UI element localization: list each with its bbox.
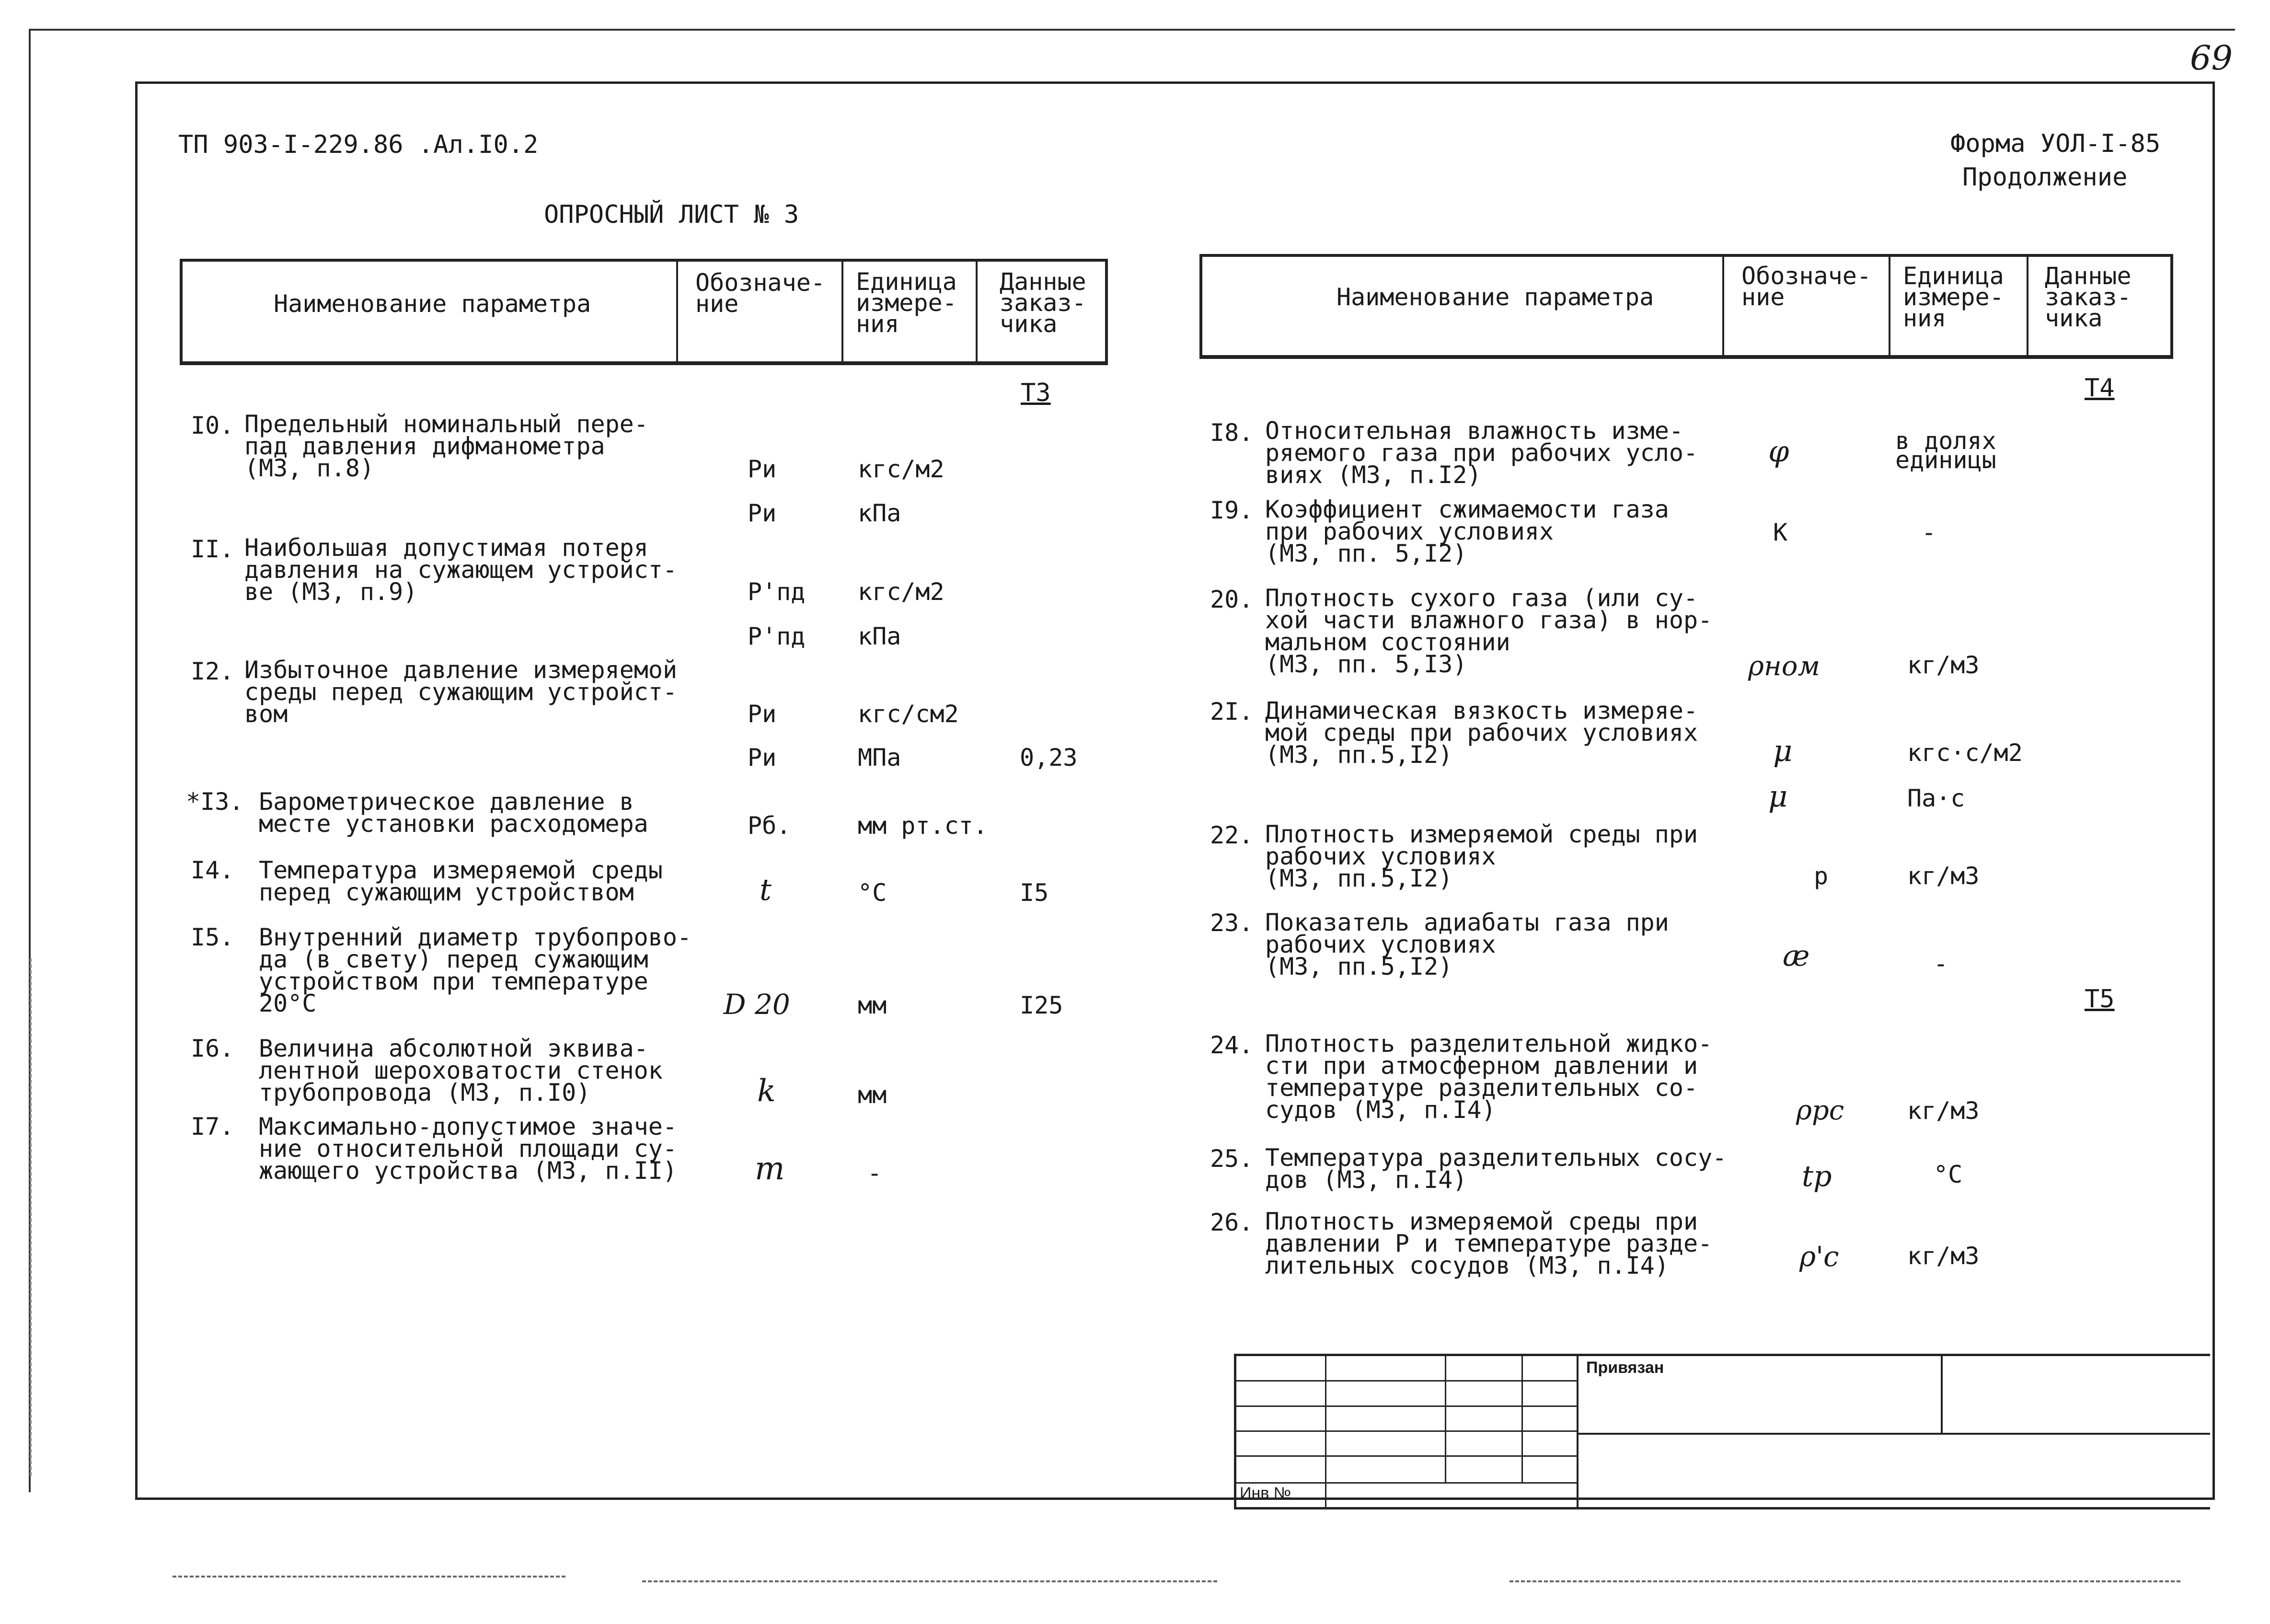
item-symbol: t <box>760 872 772 907</box>
item-number: I9. <box>1210 496 1254 524</box>
item-number: 23. <box>1210 909 1254 937</box>
title-block-bound-label: Привязан <box>1586 1359 1664 1377</box>
item-unit: кг/м3 <box>1907 1242 1980 1270</box>
right-header-name: Наименование параметра <box>1337 283 1654 311</box>
item-unit: кгс/м2 <box>858 455 945 483</box>
item-unit: - <box>1934 950 1948 978</box>
item-unit: кг/м3 <box>1907 651 1980 679</box>
item-symbol: k <box>757 1073 776 1109</box>
item-number: I8. <box>1210 419 1254 447</box>
item-number: II. <box>191 535 234 563</box>
item-unit: кПа <box>858 622 901 650</box>
item-symbol: Ри <box>748 499 777 527</box>
item-text: Относительная влажность изме- ряемого газа при рабочих усло- виях (МЗ, п.I2) <box>1265 417 1698 489</box>
item-number: 20. <box>1210 586 1254 613</box>
doc-code: ТП 903-I-229.86 .Ал.I0.2 <box>178 130 539 159</box>
item-symbol: m <box>755 1150 785 1187</box>
item-number: 24. <box>1210 1031 1254 1059</box>
item-symbol: ρрс <box>1796 1095 1844 1126</box>
item-unit: мм <box>858 1081 887 1109</box>
item-value: 0,23 <box>1020 744 1078 772</box>
title-block-inv-label: Инв № <box>1240 1484 1291 1502</box>
item-symbol: ρном <box>1748 651 1820 682</box>
item-unit: - <box>867 1159 882 1187</box>
item-symbol: tр <box>1802 1160 1832 1193</box>
item-text: Температура измеряемой среды перед сужающим устройством <box>259 856 663 906</box>
section-tag-t3: Т3 <box>1021 379 1051 407</box>
item-number: 26. <box>1210 1209 1254 1236</box>
left-header-unit: Единица измере- ния <box>856 268 957 338</box>
item-symbol: μ <box>1773 733 1793 768</box>
item-text: Максимально-допустимое значе- ние относительной площади су- жающего устройства (МЗ, п.II) <box>259 1113 677 1185</box>
item-text: Барометрическое давление в месте установки расходомера <box>259 788 648 838</box>
section-tag-t5: Т5 <box>2085 985 2115 1014</box>
bottom-margin-line <box>642 1580 1217 1582</box>
left-header-symbol: Обозначе- ние <box>695 269 825 318</box>
item-text: Наибольшая допустимая потеря давления на сужающем устройст- ве (МЗ, п.9) <box>244 534 678 606</box>
item-unit: МПа <box>858 744 901 772</box>
item-symbol: æ <box>1783 939 1810 973</box>
right-header-unit: Единица измере- ния <box>1903 262 2004 332</box>
item-unit: Па·с <box>1907 784 1965 812</box>
item-number: I2. <box>191 657 234 685</box>
left-margin-line <box>30 958 32 1476</box>
item-unit: кг/м3 <box>1907 1097 1980 1125</box>
item-text: Плотность разделительной жидко- сти при атмосферном давлении и температуре разделительных со- судов (МЗ, п.I4) <box>1265 1030 1713 1124</box>
item-text: Избыточное давление измеряемой среды перед сужающим устройст- вом <box>244 656 678 728</box>
item-unit: °С <box>858 879 887 907</box>
item-value: I25 <box>1020 991 1063 1019</box>
title-block <box>1234 1354 2210 1509</box>
page-number: 69 <box>2190 38 2233 78</box>
item-symbol: ρ'с <box>1799 1240 1839 1273</box>
page-title: ОПРОСНЫЙ ЛИСТ № 3 <box>544 200 799 229</box>
right-header-data: Данные заказ- чика <box>2045 262 2132 332</box>
item-symbol: Ри <box>748 455 777 483</box>
item-unit: кгс/см2 <box>858 700 959 728</box>
item-number: I4. <box>191 856 234 884</box>
item-number: I7. <box>191 1113 234 1140</box>
section-tag-t4: Т4 <box>2085 374 2115 403</box>
item-number: I0. <box>191 412 234 439</box>
right-table-header <box>1199 254 2173 359</box>
item-text: Плотность измеряемой среды при давлении Р и температуре разде- лительных сосудов (МЗ, п.I4) <box>1265 1208 1713 1279</box>
item-number: *I3. <box>186 788 244 816</box>
item-text: Предельный номинальный пере- пад давления дифманометра (МЗ, п.8) <box>244 410 648 482</box>
left-header-data: Данные заказ- чика <box>1000 268 1086 338</box>
right-header-symbol: Обозначе- ние <box>1741 262 1871 311</box>
item-symbol: Ри <box>748 744 777 772</box>
item-symbol: D 20 <box>724 988 790 1021</box>
item-symbol: р <box>1814 862 1829 890</box>
item-symbol: Рб. <box>748 812 791 840</box>
item-number: 22. <box>1210 821 1254 849</box>
item-text: Плотность сухого газа (или су- хой части влажного газа) в нор- мальном состоянии (МЗ, пп. 5,I3) <box>1265 584 1713 678</box>
bottom-margin-line <box>173 1576 565 1578</box>
item-number: I6. <box>191 1035 234 1062</box>
item-unit: кг/м3 <box>1907 862 1980 890</box>
item-symbol: Ри <box>748 700 777 728</box>
item-unit: кгс/м2 <box>858 578 945 606</box>
item-unit: кгс·с/м2 <box>1907 739 2023 767</box>
item-number: 2I. <box>1210 698 1254 726</box>
item-text: Плотность измеряемой среды при рабочих условиях (МЗ, пп.5,I2) <box>1265 820 1698 892</box>
item-number: I5. <box>191 923 234 951</box>
item-text: Показатель адиабаты газа при рабочих условиях (МЗ, пп.5,I2) <box>1265 909 1669 980</box>
bottom-margin-line <box>1509 1580 2180 1582</box>
item-symbol: Р'пд <box>748 622 806 650</box>
item-symbol: μ <box>1768 779 1788 814</box>
item-text: Температура разделительных сосу- дов (МЗ, п.I4) <box>1265 1144 1727 1194</box>
item-symbol: φ <box>1768 434 1789 469</box>
item-symbol: К <box>1773 518 1788 546</box>
item-number: 25. <box>1210 1145 1254 1173</box>
item-symbol: Р'пд <box>748 578 806 606</box>
item-text: Внутренний диаметр трубопрово- да (в свету) перед сужающим устройством при температуре 20°С <box>259 923 692 1017</box>
left-header-name: Наименование параметра <box>274 290 591 318</box>
item-unit: в долях единицы <box>1895 427 1996 474</box>
item-text: Величина абсолютной эквива- лентной шероховатости стенок трубопровода (МЗ, п.I0) <box>259 1035 663 1106</box>
item-text: Динамическая вязкость измеряе- мой среды при рабочих условиях (МЗ, пп.5,I2) <box>1265 697 1698 769</box>
form-name: Форма УОЛ-I-85 <box>1950 129 2161 158</box>
item-unit: мм <box>858 991 887 1019</box>
item-text: Коэффициент сжимаемости газа при рабочих условиях (МЗ, пп. 5,I2) <box>1265 495 1669 567</box>
item-unit: - <box>1922 518 1936 546</box>
item-unit: кПа <box>858 499 901 527</box>
form-continuation: Продолжение <box>1962 163 2128 192</box>
item-unit: мм рт.ст. <box>858 812 988 840</box>
item-unit: °С <box>1934 1161 1963 1188</box>
left-table-header <box>180 259 1108 365</box>
item-value: I5 <box>1020 879 1049 907</box>
